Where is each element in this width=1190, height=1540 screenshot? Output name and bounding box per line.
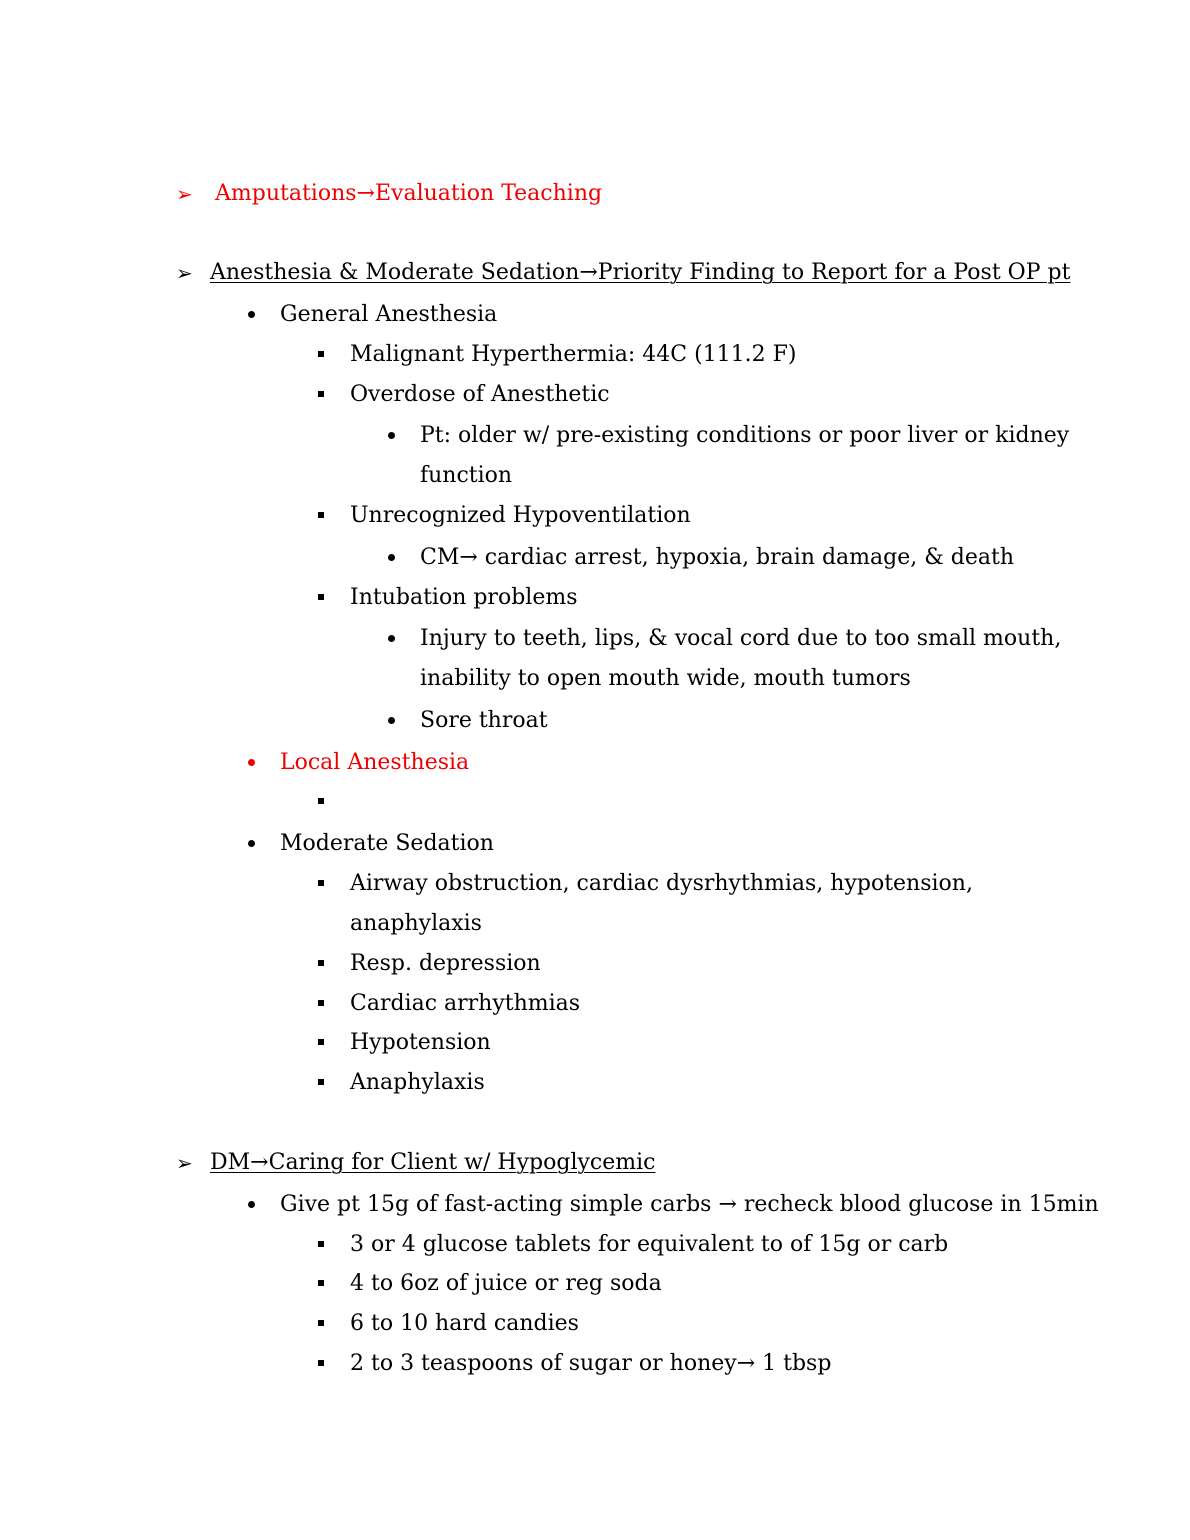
square-bullet-icon [318,1079,324,1085]
arrowhead-bullet-icon: ➢ [176,182,193,206]
item-text-rest: 1 tbsp [755,1351,832,1376]
list-item: 4 to 6oz of juice or reg soda [350,1271,662,1296]
item-text-rest: cardiac arrest, hypoxia, brain damage, & death [477,545,1015,570]
square-bullet-icon [318,798,324,804]
square-bullet-icon [318,1320,324,1326]
square-bullet-icon [318,512,324,518]
square-bullet-icon [318,960,324,966]
right-arrow-icon: → [356,181,375,206]
list-item: Hypotension [350,1030,491,1055]
heading-text: DM [210,1150,251,1175]
heading-dm [210,1150,655,1176]
bullet-dot-icon [388,432,395,439]
arrowhead-bullet-icon: ➢ [176,261,193,285]
list-item: Airway obstruction, cardiac dysrhythmias, hypotension, [350,871,973,896]
list-item-continuation: inability to open mouth wide, mouth tumors [420,666,911,691]
right-arrow-icon: → [718,1192,737,1217]
square-bullet-icon [318,1000,324,1006]
square-bullet-icon [318,391,324,397]
item-text-rest: recheck blood glucose in 15min [736,1192,1099,1217]
square-bullet-icon [318,880,324,886]
list-item: Anaphylaxis [350,1070,485,1095]
bullet-dot-icon [388,554,395,561]
list-item: Unrecognized Hypoventilation [350,503,691,528]
square-bullet-icon [318,1241,324,1247]
square-bullet-icon [318,594,324,600]
list-item [350,1351,831,1377]
heading-amputations [215,181,602,207]
square-bullet-icon [318,1039,324,1045]
right-arrow-icon: → [250,1150,269,1175]
square-bullet-icon [318,1360,324,1366]
square-bullet-icon [318,1280,324,1286]
bullet-dot-icon [248,759,255,766]
list-item: 3 or 4 glucose tablets for equivalent to of 15g or carb [350,1232,949,1257]
arrowhead-bullet-icon: ➢ [176,1151,193,1175]
list-item: Sore throat [420,708,548,733]
list-item-general-anesthesia: General Anesthesia [280,302,498,327]
bullet-dot-icon [388,717,395,724]
list-item: Resp. depression [350,951,541,976]
list-item: Pt: older w/ pre-existing conditions or poor liver or kidney [420,423,1070,448]
heading-text-rest: Evaluation Teaching [374,181,603,206]
heading-text: Anesthesia & Moderate Sedation [210,260,580,285]
square-bullet-icon [318,351,324,357]
list-item-continuation: function [420,463,513,488]
heading-text: Amputations [215,181,357,206]
list-item [420,545,1014,571]
list-item: Cardiac arrhythmias [350,991,581,1016]
right-arrow-icon: → [579,260,598,285]
heading-text-rest: Caring for Client w/ Hypoglycemic [268,1150,656,1175]
bullet-dot-icon [248,840,255,847]
bullet-dot-icon [248,1201,255,1208]
heading-text-rest: Priority Finding to Report for a Post OP pt [597,260,1071,285]
list-item [280,1192,1099,1218]
list-item-local-anesthesia: Local Anesthesia [280,750,470,775]
list-item: Overdose of Anesthetic [350,382,610,407]
list-item: Injury to teeth, lips, & vocal cord due to too small mouth, [420,626,1062,651]
list-item-moderate-sedation: Moderate Sedation [280,831,494,856]
right-arrow-icon: → [459,545,478,570]
list-item: 6 to 10 hard candies [350,1311,579,1336]
item-text: Give pt 15g of fast-acting simple carbs [280,1192,719,1217]
list-item: Malignant Hyperthermia: 44C (111.2 F) [350,342,797,367]
item-text: 2 to 3 teaspoons of sugar or honey [350,1351,737,1376]
right-arrow-icon: → [736,1351,756,1376]
bullet-dot-icon [388,635,395,642]
list-item: Intubation problems [350,585,578,610]
item-text: CM [420,545,460,570]
heading-anesthesia [210,260,1070,286]
list-item-continuation: anaphylaxis [350,911,482,936]
bullet-dot-icon [248,311,255,318]
